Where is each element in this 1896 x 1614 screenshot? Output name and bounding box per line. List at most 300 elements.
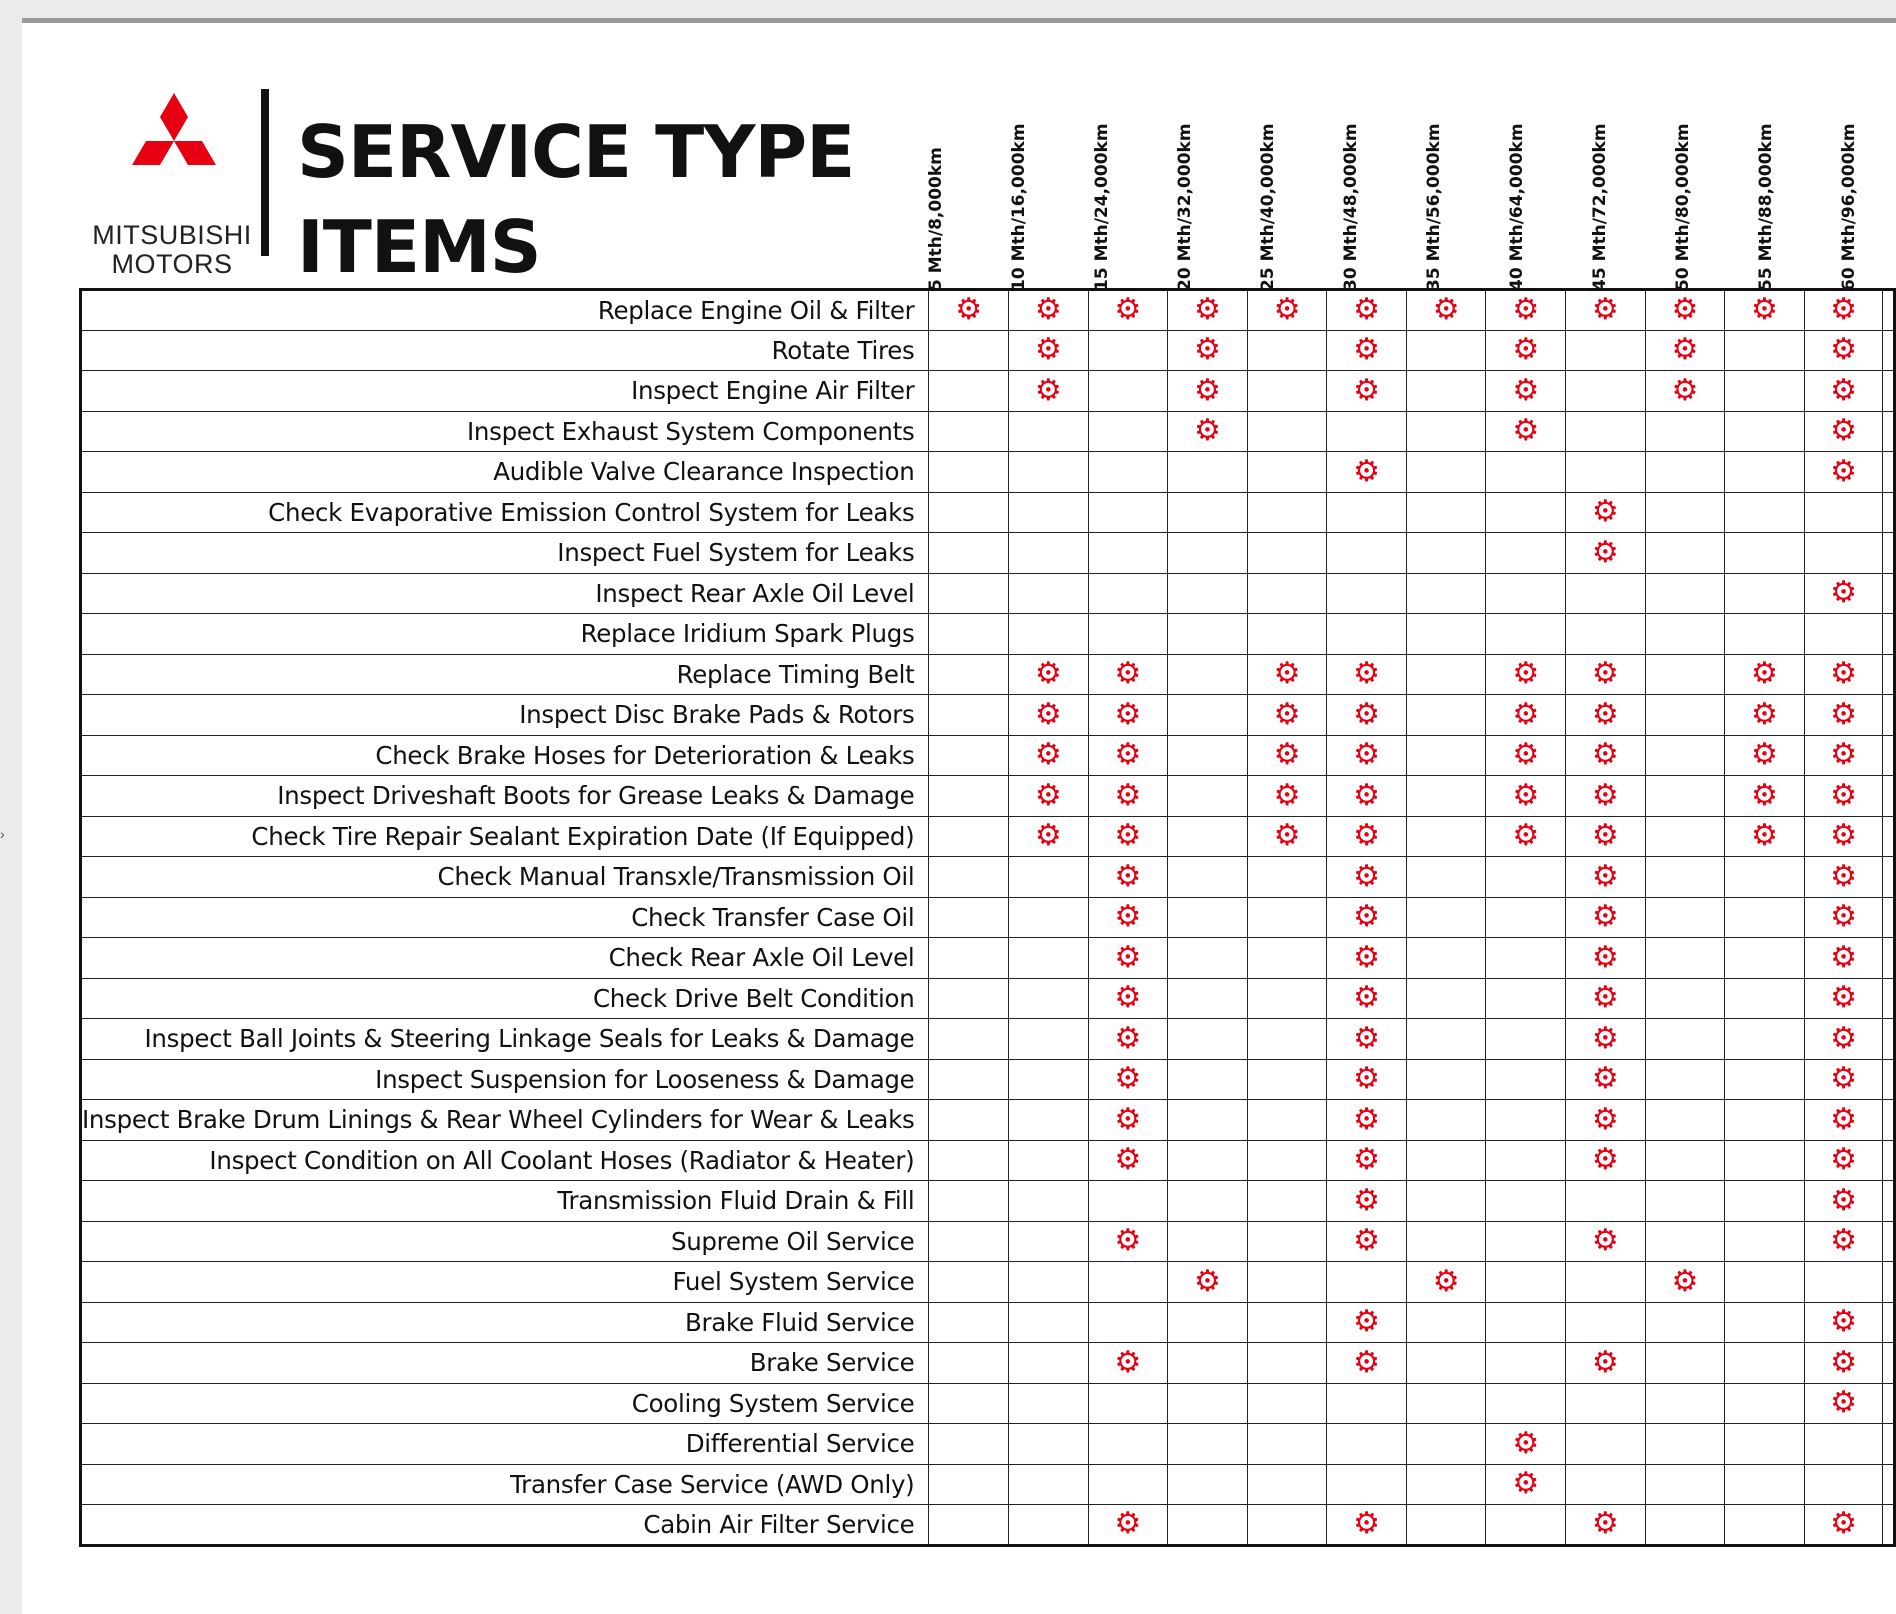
- gear-icon: ⚙: [1591, 738, 1619, 772]
- schedule-cell: [1009, 1059, 1089, 1100]
- schedule-cell: [1247, 857, 1327, 898]
- gear-icon: ⚙: [1751, 819, 1778, 853]
- schedule-cell: [1804, 533, 1883, 574]
- schedule-cell: [1009, 492, 1089, 533]
- schedule-cell: [1804, 1424, 1883, 1465]
- schedule-cell: [1088, 411, 1168, 452]
- service-item-label: Check Brake Hoses for Deterioration & Leaks: [81, 735, 929, 776]
- schedule-cell: [1009, 695, 1089, 736]
- schedule-cell: [1088, 371, 1168, 412]
- schedule-cell: [1566, 573, 1646, 614]
- service-item-label: Inspect Suspension for Looseness & Damage: [81, 1059, 929, 1100]
- gear-icon: ⚙: [1194, 414, 1221, 448]
- gear-icon: ⚙: [1114, 1507, 1142, 1541]
- schedule-cell: [1645, 857, 1725, 898]
- schedule-cell: [1486, 411, 1566, 452]
- gear-icon: ⚙: [1671, 373, 1699, 407]
- schedule-cell: [1645, 1019, 1725, 1060]
- schedule-cell: [1168, 1464, 1248, 1505]
- service-item-label: Fuel System Service: [81, 1262, 929, 1303]
- table-row: [81, 573, 1895, 614]
- schedule-cell: [1406, 492, 1486, 533]
- interval-header-label: 15 Mth/24,000km: [1092, 123, 1112, 291]
- service-item-label: Inspect Exhaust System Components: [81, 411, 929, 452]
- gear-icon: ⚙: [955, 293, 983, 327]
- schedule-cell: [1247, 492, 1327, 533]
- schedule-cell: [1406, 411, 1486, 452]
- schedule-cell: [1247, 1100, 1327, 1141]
- schedule-cell: [1247, 1019, 1327, 1060]
- schedule-cell: [1009, 1383, 1089, 1424]
- gear-icon: ⚙: [1830, 454, 1858, 488]
- gear-icon: ⚙: [1830, 1062, 1858, 1096]
- gear-icon: ⚙: [1830, 819, 1858, 853]
- schedule-cell: [1566, 1181, 1646, 1222]
- gear-icon: ⚙: [1830, 1224, 1858, 1258]
- schedule-cell: [1009, 573, 1089, 614]
- schedule-cell: [929, 857, 1009, 898]
- schedule-cell: [1804, 1302, 1883, 1343]
- schedule-cell: [1566, 330, 1646, 371]
- table-row: [81, 816, 1895, 857]
- schedule-cell: [1327, 1302, 1407, 1343]
- schedule-cell: [1168, 1302, 1248, 1343]
- gear-icon: ⚙: [1353, 778, 1381, 812]
- schedule-cell: [1247, 695, 1327, 736]
- gear-icon: ⚙: [1591, 1224, 1619, 1258]
- schedule-cell: [1009, 1343, 1089, 1384]
- schedule-cell: [1566, 1464, 1646, 1505]
- schedule-cell: [929, 330, 1009, 371]
- service-item-label: Check Tire Repair Sealant Expiration Date (If Equipped): [81, 816, 929, 857]
- schedule-cell: [1804, 411, 1883, 452]
- schedule-cell: [1645, 1464, 1725, 1505]
- schedule-cell: [1088, 1019, 1168, 1060]
- table-edge-cell: [1883, 1100, 1895, 1141]
- service-item-label: Inspect Engine Air Filter: [81, 371, 929, 412]
- schedule-cell: [929, 452, 1009, 493]
- schedule-cell: [929, 1221, 1009, 1262]
- schedule-cell: [1088, 1100, 1168, 1141]
- schedule-cell: [1486, 978, 1566, 1019]
- gear-icon: ⚙: [1591, 697, 1619, 731]
- schedule-cell: [1327, 897, 1407, 938]
- brand-logo-line1: MITSUBISHI: [92, 220, 252, 250]
- gear-icon: ⚙: [1114, 1021, 1142, 1055]
- schedule-cell: [1566, 1140, 1646, 1181]
- schedule-cell: [1486, 1059, 1566, 1100]
- schedule-cell: [1486, 533, 1566, 574]
- schedule-cell: [1009, 857, 1089, 898]
- schedule-cell: [1168, 371, 1248, 412]
- interval-header: [1478, 111, 1560, 291]
- service-item-label: Inspect Fuel System for Leaks: [81, 533, 929, 574]
- gear-icon: ⚙: [1273, 697, 1301, 731]
- service-item-label: Audible Valve Clearance Inspection: [81, 452, 929, 493]
- schedule-cell: [1486, 897, 1566, 938]
- gear-icon: ⚙: [1830, 859, 1858, 893]
- gear-icon: ⚙: [1512, 819, 1540, 853]
- service-item-label: Inspect Condition on All Coolant Hoses (Radiator & Heater): [81, 1140, 929, 1181]
- interval-header: [897, 111, 979, 291]
- schedule-cell: [1804, 1100, 1883, 1141]
- schedule-cell: [1645, 1140, 1725, 1181]
- schedule-cell: [1566, 654, 1646, 695]
- schedule-cell: [1247, 330, 1327, 371]
- schedule-cell: [1168, 735, 1248, 776]
- schedule-cell: [1645, 735, 1725, 776]
- schedule-cell: [929, 1464, 1009, 1505]
- gear-icon: ⚙: [1114, 1102, 1142, 1136]
- schedule-cell: [1247, 1059, 1327, 1100]
- service-item-label: Cabin Air Filter Service: [81, 1505, 929, 1546]
- service-schedule-table: [79, 288, 1896, 1547]
- schedule-cell: [1009, 290, 1089, 331]
- schedule-cell: [1247, 1464, 1327, 1505]
- table-row: [81, 1383, 1895, 1424]
- service-item-label: Inspect Rear Axle Oil Level: [81, 573, 929, 614]
- gear-icon: ⚙: [1591, 981, 1619, 1015]
- schedule-cell: [929, 654, 1009, 695]
- schedule-cell: [1725, 1019, 1805, 1060]
- gear-icon: ⚙: [1353, 819, 1381, 853]
- schedule-cell: [1566, 1059, 1646, 1100]
- schedule-cell: [1406, 1100, 1486, 1141]
- service-item-label: Inspect Driveshaft Boots for Grease Leaks & Damage: [81, 776, 929, 817]
- gear-icon: ⚙: [1194, 1264, 1221, 1298]
- schedule-cell: [1168, 1383, 1248, 1424]
- schedule-cell: [1168, 1424, 1248, 1465]
- table-edge-cell: [1883, 695, 1895, 736]
- schedule-cell: [1009, 1019, 1089, 1060]
- schedule-cell: [1168, 1262, 1248, 1303]
- table-edge-cell: [1883, 371, 1895, 412]
- gear-icon: ⚙: [1830, 657, 1858, 691]
- gear-icon: ⚙: [1353, 859, 1381, 893]
- table-edge-cell: [1883, 533, 1895, 574]
- schedule-cell: [1486, 1019, 1566, 1060]
- schedule-cell: [1725, 897, 1805, 938]
- schedule-cell: [1327, 1343, 1407, 1384]
- table-row: [81, 492, 1895, 533]
- gear-icon: ⚙: [1830, 1305, 1858, 1339]
- schedule-cell: [1168, 533, 1248, 574]
- schedule-cell: [1725, 1059, 1805, 1100]
- gear-icon: ⚙: [1512, 333, 1540, 367]
- schedule-cell: [1247, 1302, 1327, 1343]
- gear-icon: ⚙: [1671, 1264, 1699, 1298]
- schedule-cell: [1645, 371, 1725, 412]
- table-row: [81, 735, 1895, 776]
- gear-icon: ⚙: [1512, 697, 1540, 731]
- schedule-cell: [1725, 735, 1805, 776]
- schedule-cell: [929, 290, 1009, 331]
- schedule-cell: [1088, 1059, 1168, 1100]
- schedule-cell: [1088, 1181, 1168, 1222]
- schedule-cell: [1009, 411, 1089, 452]
- schedule-cell: [929, 1059, 1009, 1100]
- schedule-cell: [1725, 1100, 1805, 1141]
- schedule-cell: [1406, 1019, 1486, 1060]
- service-item-label: Inspect Disc Brake Pads & Rotors: [81, 695, 929, 736]
- interval-header-label: 50 Mth/80,000km: [1673, 123, 1693, 291]
- schedule-cell: [1566, 816, 1646, 857]
- interval-header-label: 20 Mth/32,000km: [1175, 123, 1195, 291]
- schedule-cell: [1247, 452, 1327, 493]
- table-edge-cell: [1883, 1181, 1895, 1222]
- schedule-cell: [1327, 1221, 1407, 1262]
- gear-icon: ⚙: [1830, 1507, 1858, 1541]
- gear-icon: ⚙: [1353, 1183, 1381, 1217]
- gear-icon: ⚙: [1114, 1224, 1142, 1258]
- schedule-cell: [1406, 735, 1486, 776]
- schedule-cell: [1486, 1343, 1566, 1384]
- gear-icon: ⚙: [1830, 1386, 1858, 1420]
- gear-icon: ⚙: [1591, 495, 1619, 529]
- interval-header: [1727, 111, 1809, 291]
- table-row: [81, 1019, 1895, 1060]
- gear-icon: ⚙: [1353, 697, 1381, 731]
- schedule-cell: [1009, 1181, 1089, 1222]
- schedule-cell: [1486, 695, 1566, 736]
- gear-icon: ⚙: [1591, 1021, 1619, 1055]
- title-line-2: ITEMS: [297, 205, 541, 289]
- schedule-cell: [1645, 290, 1725, 331]
- schedule-cell: [1804, 776, 1883, 817]
- schedule-cell: [1327, 938, 1407, 979]
- schedule-cell: [1327, 614, 1407, 655]
- schedule-cell: [1327, 533, 1407, 574]
- chevron-right-icon[interactable]: ›: [0, 826, 5, 842]
- table-edge-cell: [1883, 290, 1895, 331]
- schedule-cell: [1009, 1302, 1089, 1343]
- interval-header: [980, 111, 1062, 291]
- schedule-cell: [1804, 1383, 1883, 1424]
- schedule-cell: [1406, 816, 1486, 857]
- schedule-cell: [1406, 533, 1486, 574]
- interval-header-label: 10 Mth/16,000km: [1009, 123, 1029, 291]
- schedule-cell: [1725, 1383, 1805, 1424]
- table-edge-cell: [1883, 1262, 1895, 1303]
- schedule-cell: [1566, 1221, 1646, 1262]
- schedule-cell: [1327, 371, 1407, 412]
- gear-icon: ⚙: [1114, 657, 1142, 691]
- schedule-cell: [1566, 452, 1646, 493]
- interval-header: [1395, 111, 1477, 291]
- brand-logo-line2: MOTORS: [111, 249, 233, 279]
- schedule-cell: [1645, 411, 1725, 452]
- schedule-cell: [1566, 1100, 1646, 1141]
- gear-icon: ⚙: [1830, 900, 1858, 934]
- table-row: [81, 533, 1895, 574]
- schedule-cell: [1247, 533, 1327, 574]
- interval-header-label: 5 Mth/8,000km: [926, 147, 946, 291]
- schedule-cell: [1247, 411, 1327, 452]
- gear-icon: ⚙: [1591, 293, 1619, 327]
- schedule-cell: [1088, 735, 1168, 776]
- schedule-cell: [1804, 573, 1883, 614]
- schedule-cell: [1088, 492, 1168, 533]
- schedule-cell: [1088, 1140, 1168, 1181]
- schedule-cell: [1566, 1383, 1646, 1424]
- schedule-cell: [1327, 290, 1407, 331]
- gear-icon: ⚙: [1273, 293, 1301, 327]
- gear-icon: ⚙: [1432, 1264, 1460, 1298]
- schedule-cell: [1247, 1383, 1327, 1424]
- gear-icon: ⚙: [1830, 1102, 1858, 1136]
- schedule-cell: [929, 1505, 1009, 1546]
- gear-icon: ⚙: [1830, 697, 1858, 731]
- schedule-cell: [1406, 654, 1486, 695]
- gear-icon: ⚙: [1830, 1143, 1858, 1177]
- schedule-cell: [1804, 735, 1883, 776]
- schedule-cell: [1168, 897, 1248, 938]
- gear-icon: ⚙: [1830, 738, 1858, 772]
- interval-header-label: 45 Mth/72,000km: [1590, 123, 1610, 291]
- schedule-cell: [1566, 492, 1646, 533]
- gear-icon: ⚙: [1194, 293, 1221, 327]
- schedule-cell: [1566, 1505, 1646, 1546]
- schedule-cell: [1804, 695, 1883, 736]
- schedule-cell: [1168, 857, 1248, 898]
- schedule-cell: [1009, 371, 1089, 412]
- service-item-label: Differential Service: [81, 1424, 929, 1465]
- gear-icon: ⚙: [1830, 1183, 1858, 1217]
- schedule-cell: [1247, 573, 1327, 614]
- gear-icon: ⚙: [1353, 454, 1381, 488]
- schedule-cell: [1168, 1059, 1248, 1100]
- schedule-cell: [1327, 1262, 1407, 1303]
- schedule-cell: [1566, 1302, 1646, 1343]
- schedule-cell: [1088, 1343, 1168, 1384]
- gear-icon: ⚙: [1353, 293, 1381, 327]
- schedule-cell: [1725, 492, 1805, 533]
- schedule-cell: [1009, 1424, 1089, 1465]
- schedule-cell: [1327, 1059, 1407, 1100]
- schedule-cell: [1645, 938, 1725, 979]
- schedule-cell: [1486, 816, 1566, 857]
- schedule-cell: [1009, 1464, 1089, 1505]
- schedule-cell: [1566, 857, 1646, 898]
- schedule-cell: [1566, 776, 1646, 817]
- schedule-cell: [1804, 1019, 1883, 1060]
- schedule-cell: [1247, 290, 1327, 331]
- table-edge-cell: [1883, 573, 1895, 614]
- schedule-cell: [1088, 452, 1168, 493]
- schedule-cell: [1327, 1424, 1407, 1465]
- schedule-cell: [1088, 290, 1168, 331]
- table-edge-cell: [1883, 938, 1895, 979]
- schedule-cell: [1804, 1059, 1883, 1100]
- table-row: [81, 411, 1895, 452]
- schedule-cell: [929, 573, 1009, 614]
- schedule-cell: [1645, 1221, 1725, 1262]
- gear-icon: ⚙: [1671, 333, 1699, 367]
- schedule-cell: [1247, 1505, 1327, 1546]
- schedule-cell: [1327, 654, 1407, 695]
- schedule-cell: [1247, 1343, 1327, 1384]
- schedule-cell: [1088, 654, 1168, 695]
- interval-header-label: 55 Mth/88,000km: [1756, 123, 1776, 291]
- schedule-cell: [1168, 1343, 1248, 1384]
- interval-header-label: 40 Mth/64,000km: [1507, 123, 1527, 291]
- schedule-cell: [1009, 614, 1089, 655]
- gear-icon: ⚙: [1114, 778, 1142, 812]
- table-row: [81, 978, 1895, 1019]
- gear-icon: ⚙: [1353, 1143, 1381, 1177]
- schedule-cell: [1009, 1140, 1089, 1181]
- schedule-cell: [1566, 1262, 1646, 1303]
- schedule-cell: [1566, 897, 1646, 938]
- gear-icon: ⚙: [1591, 819, 1619, 853]
- schedule-cell: [1725, 1464, 1805, 1505]
- table-edge-cell: [1883, 614, 1895, 655]
- table-edge-cell: [1883, 735, 1895, 776]
- schedule-cell: [1645, 1262, 1725, 1303]
- schedule-cell: [1168, 654, 1248, 695]
- schedule-cell: [1327, 492, 1407, 533]
- schedule-cell: [1406, 452, 1486, 493]
- schedule-cell: [1088, 330, 1168, 371]
- schedule-cell: [1009, 816, 1089, 857]
- gear-icon: ⚙: [1034, 333, 1062, 367]
- schedule-cell: [929, 1262, 1009, 1303]
- schedule-cell: [1804, 614, 1883, 655]
- schedule-cell: [929, 897, 1009, 938]
- schedule-cell: [1486, 614, 1566, 655]
- interval-header: [1810, 111, 1892, 291]
- service-item-label: Transmission Fluid Drain & Fill: [81, 1181, 929, 1222]
- schedule-cell: [1804, 978, 1883, 1019]
- schedule-cell: [1804, 654, 1883, 695]
- gear-icon: ⚙: [1591, 778, 1619, 812]
- gear-icon: ⚙: [1034, 657, 1062, 691]
- schedule-cell: [1247, 816, 1327, 857]
- schedule-cell: [1486, 1140, 1566, 1181]
- service-item-label: Supreme Oil Service: [81, 1221, 929, 1262]
- schedule-cell: [1088, 1464, 1168, 1505]
- gear-icon: ⚙: [1830, 1021, 1858, 1055]
- schedule-cell: [1247, 654, 1327, 695]
- schedule-cell: [1804, 1262, 1883, 1303]
- schedule-cell: [1327, 857, 1407, 898]
- viewer-left-margin: [0, 0, 22, 1614]
- service-item-label: Check Manual Transxle/Transmission Oil: [81, 857, 929, 898]
- schedule-cell: [929, 492, 1009, 533]
- gear-icon: ⚙: [1353, 981, 1381, 1015]
- schedule-cell: [1009, 654, 1089, 695]
- schedule-cell: [1168, 816, 1248, 857]
- schedule-cell: [929, 1140, 1009, 1181]
- schedule-cell: [1725, 452, 1805, 493]
- service-item-label: Cooling System Service: [81, 1383, 929, 1424]
- service-item-label: Brake Service: [81, 1343, 929, 1384]
- gear-icon: ⚙: [1591, 1345, 1619, 1379]
- gear-icon: ⚙: [1591, 1507, 1619, 1541]
- schedule-cell: [1566, 533, 1646, 574]
- schedule-cell: [1327, 1505, 1407, 1546]
- schedule-cell: [1486, 938, 1566, 979]
- schedule-cell: [1804, 816, 1883, 857]
- table-row: [81, 1181, 1895, 1222]
- schedule-cell: [1088, 1383, 1168, 1424]
- gear-icon: ⚙: [1353, 1305, 1381, 1339]
- schedule-cell: [1725, 411, 1805, 452]
- schedule-cell: [1009, 452, 1089, 493]
- schedule-cell: [1406, 1262, 1486, 1303]
- service-item-label: Check Transfer Case Oil: [81, 897, 929, 938]
- gear-icon: ⚙: [1830, 778, 1858, 812]
